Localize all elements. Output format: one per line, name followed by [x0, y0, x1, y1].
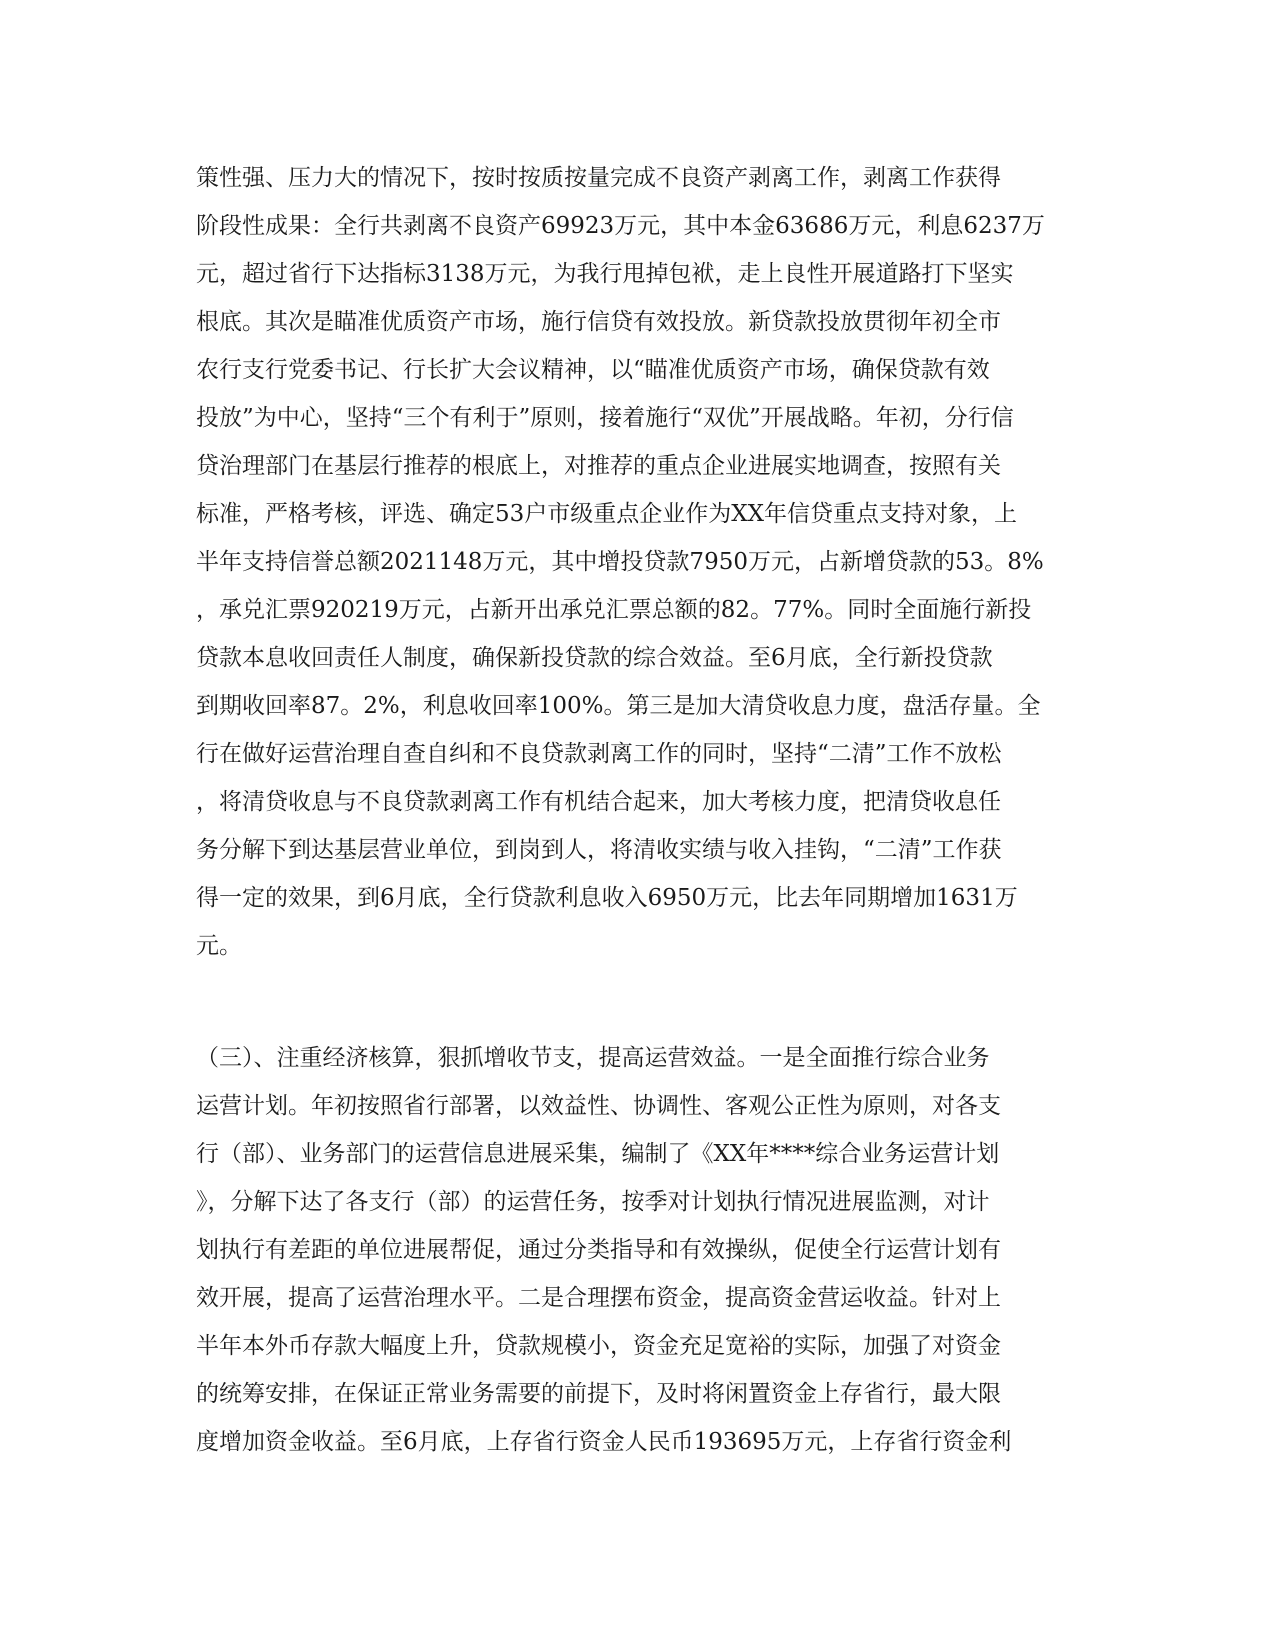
text-line: ，承兑汇票920219万元，占新开出承兑汇票总额的82。77%。同时全面施行新投	[196, 597, 1032, 623]
text-line: 阶段性成果：全行共剥离不良资产69923万元，其中本金63686万元，利息6237万	[196, 213, 1045, 239]
text-line: 运营计划。年初按照省行部署，以效益性、协调性、客观公正性为原则，对各支	[196, 1093, 1001, 1119]
text-line: 务分解下到达基层营业单位，到岗到人，将清收实绩与收入挂钩，“二清”工作获	[196, 837, 1002, 863]
text-line: 农行支行党委书记、行长扩大会议精神，以“瞄准优质资产市场，确保贷款有效	[196, 357, 990, 383]
text-line: 得一定的效果，到6月底，全行贷款利息收入6950万元，比去年同期增加1631万	[196, 885, 1018, 911]
text-line: 半年本外币存款大幅度上升，贷款规模小，资金充足宽裕的实际，加强了对资金	[196, 1333, 1001, 1359]
text-line: 策性强、压力大的情况下，按时按质按量完成不良资产剥离工作，剥离工作获得	[196, 165, 1001, 191]
text-line: 贷款本息收回责任人制度，确保新投贷款的综合效益。至6月底，全行新投贷款	[196, 645, 993, 671]
text-line: 标准，严格考核，评选、确定53户市级重点企业作为XX年信贷重点支持对象，上	[196, 501, 1018, 527]
text-line: 半年支持信誉总额2021148万元，其中增投贷款7950万元，占新增贷款的53。8%	[196, 549, 1044, 575]
text-line: 根底。其次是瞄准优质资产市场，施行信贷有效投放。新贷款投放贯彻年初全市	[196, 309, 1001, 335]
text-line: 行在做好运营治理自查自纠和不良贷款剥离工作的同时，坚持“二清”工作不放松	[196, 741, 1002, 767]
text-line: 投放”为中心，坚持“三个有利于”原则，接着施行“双优”开展战略。年初，分行信	[196, 405, 1014, 431]
text-line: 元，超过省行下达指标3138万元，为我行甩掉包袱，走上良性开展道路打下坚实	[196, 261, 1014, 287]
paragraph-economic-accounting	[196, 1034, 1076, 1466]
text-line: ，将清贷收息与不良贷款剥离工作有机结合起来，加大考核力度，把清贷收息任	[196, 789, 1001, 815]
text-line: 度增加资金收益。至6月底，上存省行资金人民币193695万元，上存省行资金利	[196, 1429, 1012, 1455]
text-line: 贷治理部门在基层行推荐的根底上，对推荐的重点企业进展实地调查，按照有关	[196, 453, 1001, 479]
text-line: （三）、注重经济核算，狠抓增收节支，提高运营效益。一是全面推行综合业务	[196, 1045, 990, 1071]
text-line: 到期收回率87。2%，利息收回率100%。第三是加大清贷收息力度，盘活存量。全	[196, 693, 1041, 719]
text-line: 的统筹安排，在保证正常业务需要的前提下，及时将闲置资金上存省行，最大限	[196, 1381, 1001, 1407]
paragraph-loan-management	[196, 154, 1076, 970]
text-line: 》，分解下达了各支行（部）的运营任务，按季对计划执行情况进展监测，对计	[196, 1189, 990, 1215]
text-line: 划执行有差距的单位进展帮促，通过分类指导和有效操纵，促使全行运营计划有	[196, 1237, 1001, 1263]
text-line: 行（部）、业务部门的运营信息进展采集，编制了《XX年****综合业务运营计划	[196, 1141, 1000, 1167]
text-line: 元。	[196, 933, 242, 959]
text-line: 效开展，提高了运营治理水平。二是合理摆布资金，提高资金营运收益。针对上	[196, 1285, 1001, 1311]
